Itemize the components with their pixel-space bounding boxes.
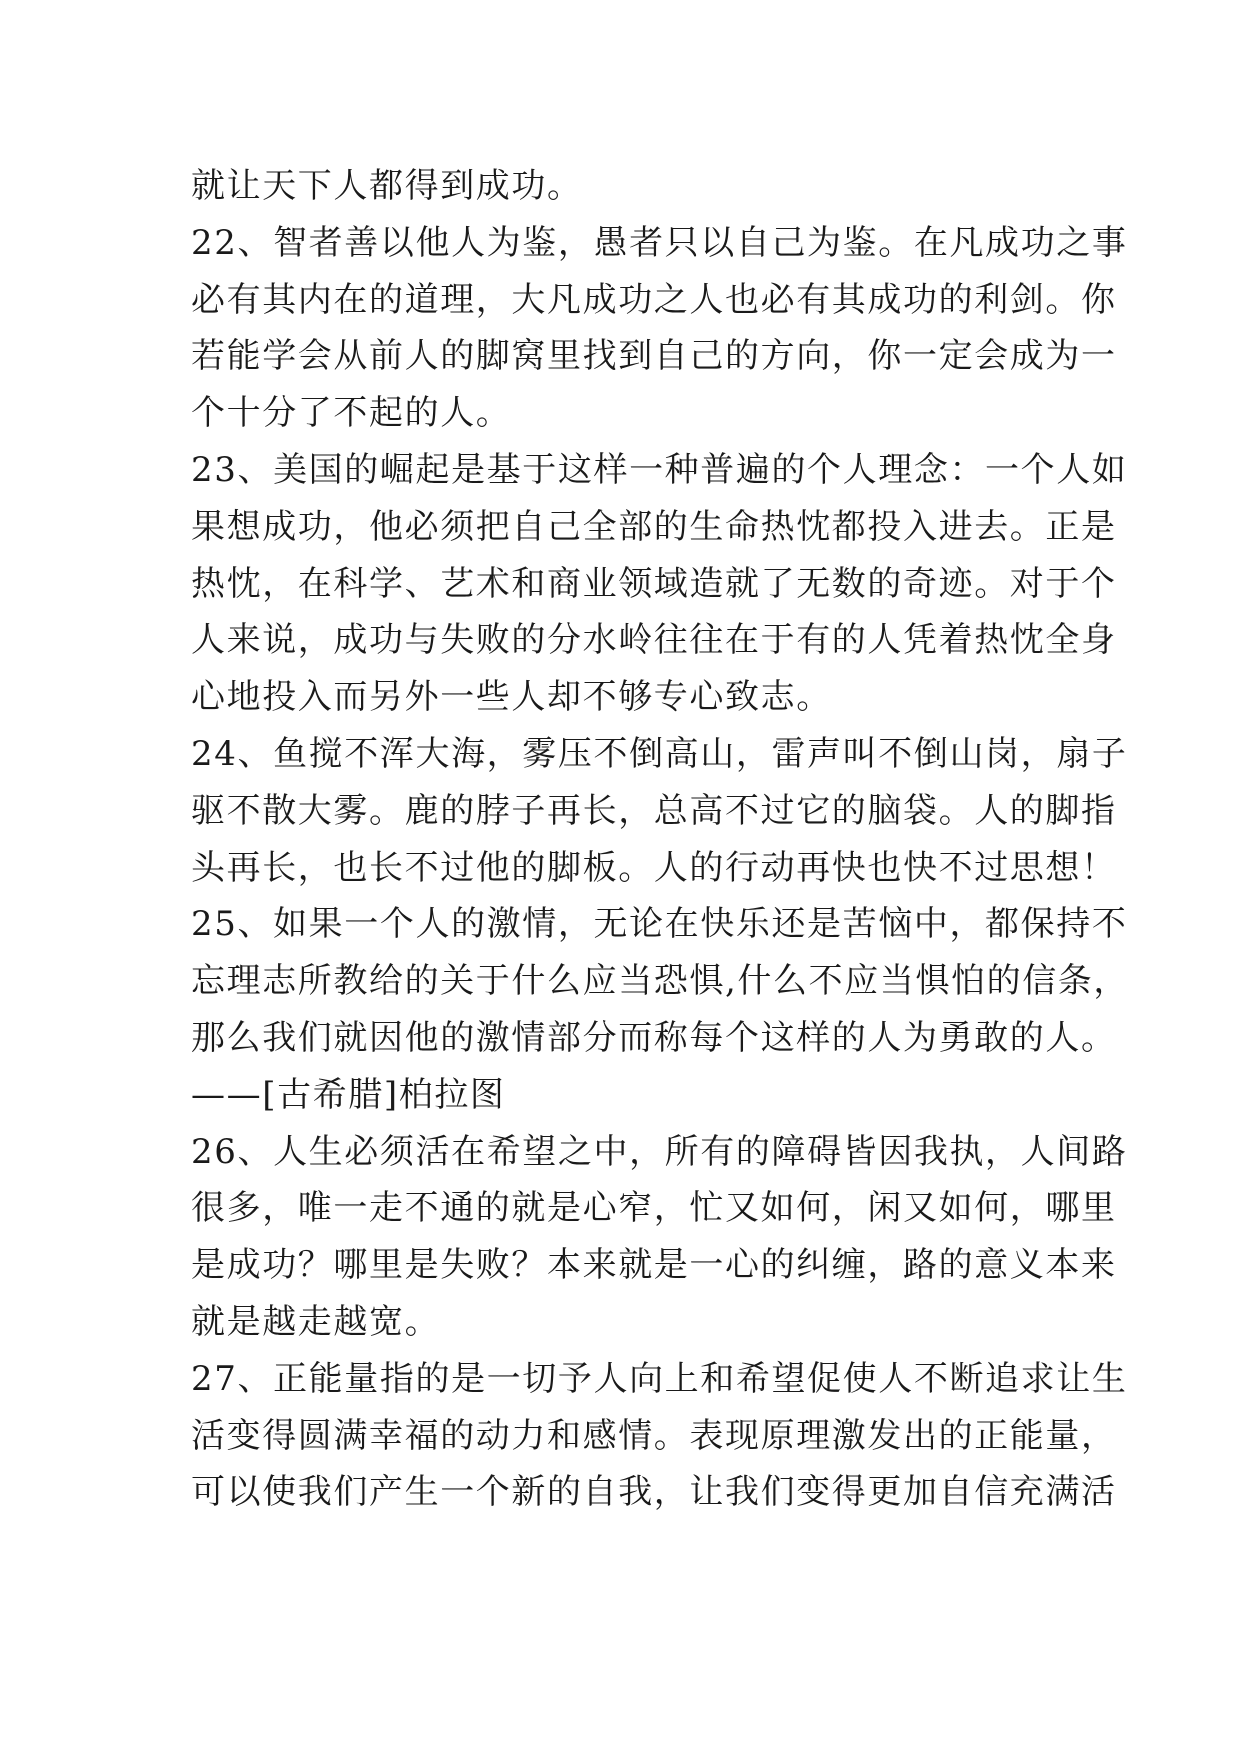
text-line: 人来说，成功与失败的分水岭往往在于有的人凭着热忱全身 [191, 620, 1117, 661]
text-line: 活变得圆满幸福的动力和感情。表现原理激发出的正能量， [191, 1415, 1117, 1456]
text-line: 23、美国的崛起是基于这样一种普遍的个人理念：一个人如 [191, 449, 1128, 490]
text-line: ——[古希腊]柏拉图 [191, 1074, 506, 1115]
text-line: 22、智者善以他人为鉴，愚者只以自己为鉴。在凡成功之事 [191, 222, 1128, 263]
text-line: 很多，唯一走不通的就是心窄，忙又如何，闲又如何，哪里 [191, 1188, 1117, 1229]
text-line: 果想成功，他必须把自己全部的生命热忱都投入进去。正是 [191, 506, 1117, 547]
text-line: 必有其内在的道理，大凡成功之人也必有其成功的利剑。你 [191, 279, 1117, 320]
text-line: 可以使我们产生一个新的自我，让我们变得更加自信充满活 [191, 1472, 1117, 1513]
text-line: 个十分了不起的人。 [191, 393, 512, 434]
document-body-text [191, 158, 1130, 1521]
text-line: 25、如果一个人的激情，无论在快乐还是苦恼中，都保持不 [191, 904, 1128, 945]
text-line: 是成功？哪里是失败？本来就是一心的纠缠，路的意义本来 [191, 1245, 1117, 1286]
text-line: 就是越走越宽。 [191, 1301, 441, 1342]
text-line: 那么我们就因他的激情部分而称每个这样的人为勇敢的人。 [191, 1017, 1117, 1058]
text-line: 26、人生必须活在希望之中，所有的障碍皆因我执，人间路 [191, 1131, 1128, 1172]
text-line: 热忱，在科学、艺术和商业领域造就了无数的奇迹。对于个 [191, 563, 1117, 604]
text-line: 头再长，也长不过他的脚板。人的行动再快也快不过思想！ [191, 847, 1117, 888]
text-line: 27、正能量指的是一切予人向上和希望促使人不断追求让生 [191, 1358, 1128, 1399]
text-line: 忘理志所教给的关于什么应当恐惧,什么不应当惧怕的信条， [191, 961, 1130, 1002]
text-line: 就让天下人都得到成功。 [191, 166, 583, 206]
text-line: 驱不散大雾。鹿的脖子再长，总高不过它的脑袋。人的脚指 [191, 790, 1117, 831]
text-line: 若能学会从前人的脚窝里找到自己的方向，你一定会成为一 [191, 336, 1117, 377]
text-line: 心地投入而另外一些人却不够专心致志。 [191, 677, 832, 718]
text-line: 24、鱼搅不浑大海，雾压不倒高山，雷声叫不倒山岗，扇子 [191, 733, 1128, 774]
